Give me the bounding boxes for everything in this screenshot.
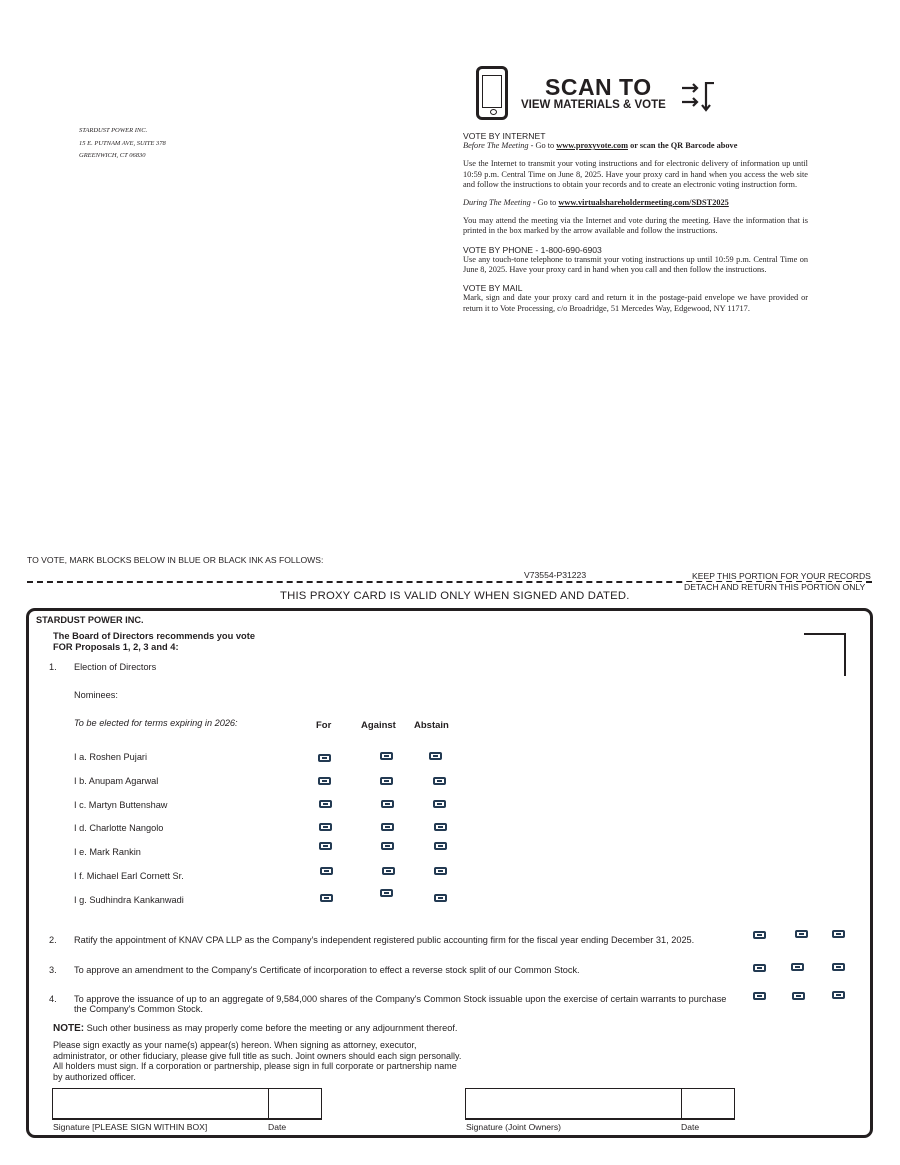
scan-title: SCAN TO (545, 74, 652, 100)
address-line: GREENWICH, CT 06830 (79, 152, 146, 159)
joint-date-label: Date (681, 1122, 700, 1132)
proposal-number: 2. (49, 935, 57, 945)
keep-portion-label: KEEP THIS PORTION FOR YOUR RECORDS (692, 571, 871, 581)
checkbox-abstain[interactable] (433, 777, 446, 785)
proposal-text: Ratify the appointment of KNAV CPA LLP as the Company's independent registered public accounting firm for the fiscal year ending December 31, 2025. (74, 935, 695, 945)
checkbox-abstain[interactable] (832, 963, 845, 971)
before-meeting-label: Before The Meeting (463, 141, 529, 151)
signature-box[interactable] (52, 1088, 269, 1120)
note-line (53, 1023, 457, 1034)
mail-text: Mark, sign and date your proxy card and return it in the postage-paid envelope we have provided or return it to Vote Processing, c/o Broadridge, 51 Mercedes Way, Edgewood, NY 11717. (463, 293, 808, 313)
proposal-text: To approve an amendment to the Company's Certificate of incorporation to effect a reverse stock split of our Common Stock. (74, 965, 580, 975)
checkbox-abstain[interactable] (429, 752, 442, 760)
detach-portion-label: DETACH AND RETURN THIS PORTION ONLY (684, 582, 866, 592)
checkbox-for[interactable] (319, 800, 332, 808)
checkbox-against[interactable] (792, 992, 805, 1000)
during-text: You may attend the meeting via the Internet and vote during the meeting. Have the information that is printed in the box marked by the arrow available and follow the instructions. (463, 216, 808, 236)
joint-signature-label: Signature (Joint Owners) (466, 1122, 562, 1132)
checkbox-against[interactable] (380, 889, 393, 897)
checkbox-for[interactable] (320, 894, 333, 902)
recommend-line: FOR Proposals 1, 2, 3 and 4: (53, 642, 179, 652)
nominee-name: I c. Martyn Buttenshaw (74, 800, 168, 810)
nominees-label: Nominees: (74, 690, 118, 700)
nominee-name: I f. Michael Earl Cornett Sr. (74, 871, 184, 881)
arrows-icon (681, 82, 717, 112)
control-number: V73554-P31223 (524, 570, 587, 580)
joint-date-box[interactable] (681, 1088, 735, 1120)
phone-text: Use any touch-tone telephone to transmit your voting instructions up until 10:59 p.m. Central Time on June 8, 2025. Have your proxy card in hand when you call and then follow the instructions. (463, 254, 808, 275)
corner-mark (804, 633, 846, 676)
checkbox-abstain[interactable] (832, 991, 845, 999)
card-company: STARDUST POWER INC. (36, 615, 144, 625)
mail-heading: VOTE BY MAIL (463, 283, 523, 294)
voting-instructions (463, 131, 808, 314)
checkbox-abstain[interactable] (434, 894, 447, 902)
checkbox-against[interactable] (380, 777, 393, 785)
nominee-name: I d. Charlotte Nangolo (74, 823, 164, 833)
mark-instructions: TO VOTE, MARK BLOCKS BELOW IN BLUE OR BLACK INK AS FOLLOWS: (27, 555, 324, 565)
before-meeting-go: - Go to (528, 141, 557, 151)
term-label: To be elected for terms expiring in 2026: (74, 718, 238, 728)
col-for: For (316, 720, 332, 731)
col-abstain: Abstain (414, 720, 449, 731)
checkbox-for[interactable] (753, 964, 766, 972)
phone-icon (476, 66, 508, 120)
proposal-number: 4. (49, 994, 57, 1004)
proxyvote-link[interactable]: www.proxyvote.com (556, 141, 628, 151)
checkbox-for[interactable] (753, 992, 766, 1000)
before-meeting-line (463, 141, 808, 151)
checkbox-for[interactable] (318, 754, 331, 762)
internet-heading: VOTE BY INTERNET (463, 131, 546, 141)
board-recommendation (53, 631, 255, 653)
nominee-name: I e. Mark Rankin (74, 847, 141, 857)
checkbox-for[interactable] (319, 842, 332, 850)
signature-label: Signature [PLEASE SIGN WITHIN BOX] (53, 1122, 208, 1132)
checkbox-abstain[interactable] (832, 930, 845, 938)
checkbox-against[interactable] (381, 842, 394, 850)
nominee-name: I a. Roshen Pujari (74, 752, 148, 762)
checkbox-for[interactable] (318, 777, 331, 785)
scan-subtitle: VIEW MATERIALS & VOTE (521, 99, 666, 111)
qr-text: or scan the QR Barcode above (628, 141, 738, 151)
checkbox-abstain[interactable] (434, 842, 447, 850)
checkbox-for[interactable] (319, 823, 332, 831)
checkbox-abstain[interactable] (433, 800, 446, 808)
nominee-name: I g. Sudhindra Kankanwadi (74, 895, 184, 905)
during-meeting-label: During The Meeting (463, 198, 531, 208)
address-line: STARDUST POWER INC. (79, 127, 148, 134)
validity-notice: THIS PROXY CARD IS VALID ONLY WHEN SIGNED AND DATED. (280, 590, 630, 602)
checkbox-against[interactable] (791, 963, 804, 971)
col-against: Against (361, 720, 396, 731)
date-box[interactable] (268, 1088, 322, 1120)
joint-signature-box[interactable] (465, 1088, 682, 1120)
checkbox-abstain[interactable] (434, 867, 447, 875)
checkbox-for[interactable] (320, 867, 333, 875)
note-label: NOTE: (53, 1023, 85, 1034)
checkbox-against[interactable] (795, 930, 808, 938)
proposal-number: 3. (49, 965, 57, 975)
internet-text: Use the Internet to transmit your voting instructions and for electronic delivery of information up until 10:59 p.m. Central Time on June 8, 2025. Have your proxy card in hand when you access the web site and follow the instructions to obtain your records and to create an electronic voting instruction form. (463, 159, 808, 189)
during-meeting-go: - Go to (530, 198, 559, 208)
nominee-name: I b. Anupam Agarwal (74, 776, 159, 786)
checkbox-for[interactable] (753, 931, 766, 939)
checkbox-against[interactable] (381, 800, 394, 808)
phone-heading: VOTE BY PHONE - 1-800-690-6903 (463, 244, 602, 255)
address-line: 15 E. PUTNAM AVE, SUITE 378 (79, 139, 166, 147)
proposal-title: Election of Directors (74, 662, 157, 672)
meeting-link[interactable]: www.virtualshareholdermeeting.com/SDST2025 (558, 198, 729, 208)
note-text: Such other business as may properly come before the meeting or any adjournment thereof. (84, 1023, 458, 1033)
recommend-line: The Board of Directors recommends you vote (53, 631, 255, 641)
proposal-number: 1. (49, 662, 57, 672)
checkbox-against[interactable] (380, 752, 393, 760)
checkbox-abstain[interactable] (434, 823, 447, 831)
sign-instructions: Please sign exactly as your name(s) appear(s) hereon. When signing as attorney, executor, administrator, or other fiduciary, please give full title as such. Joint owners should each sign personally. All holders must sign. If a corporation or partnership, please sign in full corporate or partnership name by authorized officer. (53, 1040, 462, 1082)
proposal-text: To approve the issuance of up to an aggregate of 9,584,000 shares of the Company's Common Stock issuable upon the exercise of certain warrants to purchase the Company's Common Stock. (74, 994, 727, 1015)
company-address (79, 125, 166, 163)
during-meeting-line (463, 198, 808, 208)
date-label: Date (268, 1122, 287, 1132)
checkbox-against[interactable] (381, 823, 394, 831)
checkbox-against[interactable] (382, 867, 395, 875)
